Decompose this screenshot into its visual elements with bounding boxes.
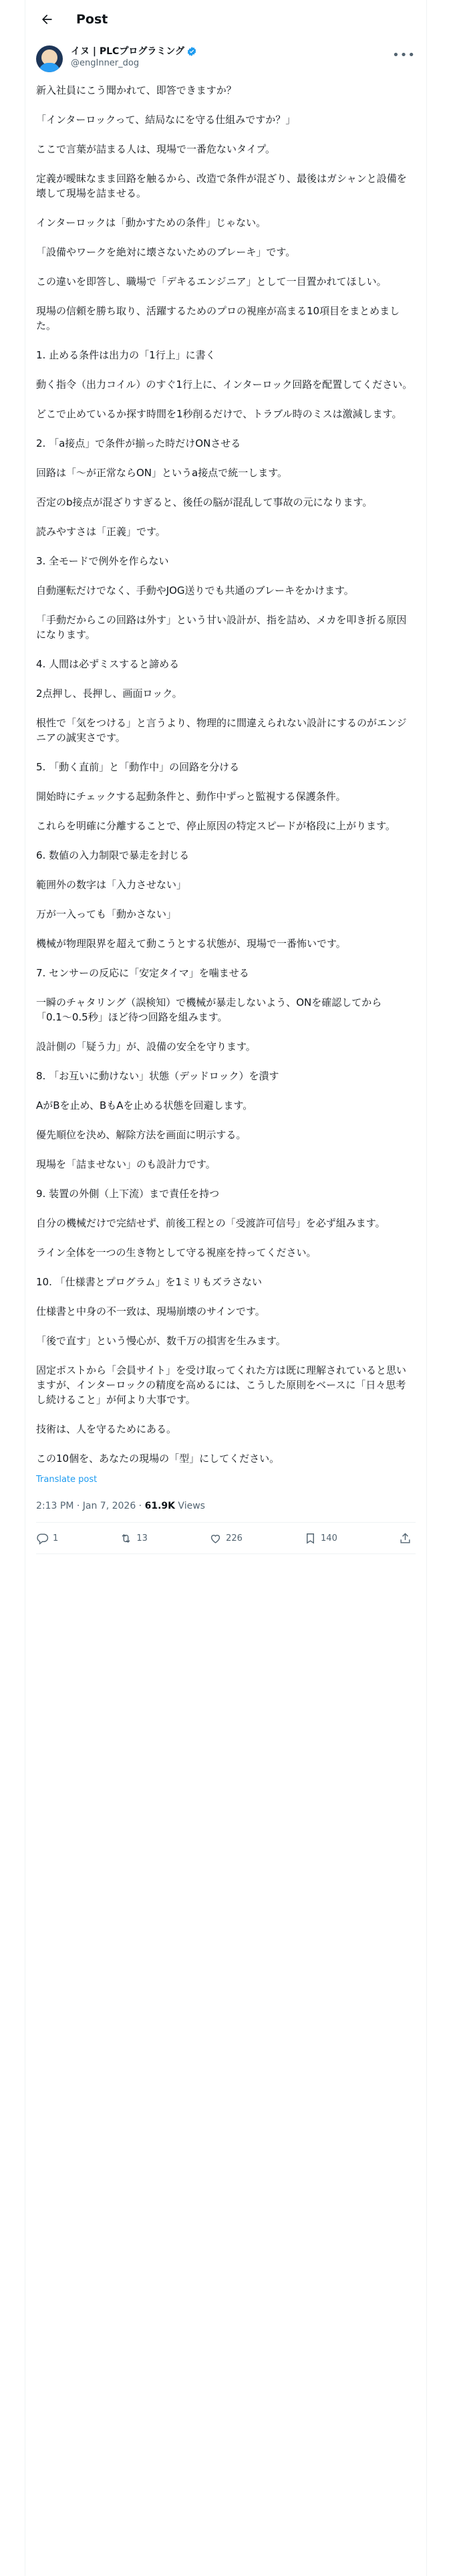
post-paragraph: 5. 「動く直前」と「動作中」の回路を分ける [36,761,240,773]
post-paragraph: 自動運転だけでなく、手動やJOG送りでも共通のブレーキをかけます。 [36,584,354,597]
share-icon [399,1532,412,1545]
reply-icon [36,1532,49,1545]
post-paragraph: この違いを即答し、職場で「デキるエンジニア」として一目置かれてほしい。 [36,276,387,288]
more-options-icon[interactable]: ••• [392,48,416,62]
post-paragraph: 3. 全モードで例外を作らない [36,555,169,567]
post-timestamp[interactable]: 2:13 PM · Jan 7, 2026 [36,1501,136,1511]
post-paragraph: 7. センサーの反応に「安定タイマ」を噛ませる [36,967,249,979]
post-paragraph: 範囲外の数字は「入力させない」 [36,879,187,891]
post-paragraph: 技術は、人を守るためにある。 [36,1423,177,1435]
reply-button[interactable] [36,1532,58,1545]
bookmark-icon [304,1532,317,1545]
author-info [71,45,197,70]
post-paragraph: 機械が物理限界を超えて動こうとする状態が、現場で一番怖いです。 [36,938,346,950]
like-button[interactable] [209,1532,243,1545]
post-paragraph: 開始時にチェックする起動条件と、動作中ずっと監視する保護条件。 [36,790,346,802]
post-paragraph: 定義が曖昧なまま回路を触るから、改造で条件が混ざり、最後はガシャンと設備を壊して現場を詰ませる。 [36,173,407,199]
author-name[interactable]: イヌ | PLCプログラミング [71,46,185,57]
author-handle[interactable]: @engInner_dog [71,58,140,68]
header [25,0,426,39]
post-paragraph: 否定のb接点が混ざりすぎると、後任の脳が混乱して事故の元になります。 [36,496,373,508]
share-button[interactable] [399,1532,416,1545]
post-paragraph: インターロックは「動かすための条件」じゃない。 [36,217,267,229]
repost-button[interactable] [120,1532,148,1545]
post-paragraph: ライン全体を一つの生き物として守る視座を持ってください。 [36,1247,317,1259]
post-paragraph: AがBを止め、BもAを止める状態を回避します。 [36,1099,253,1111]
page-title: Post [76,12,108,27]
post-paragraph: 8. 「お互いに動けない」状態（デッドロック）を潰す [36,1070,279,1082]
post-paragraph: 「手動だからこの回路は外す」という甘い設計が、指を詰め、メカを叩き折る原因になります。 [36,614,407,641]
post-paragraph: 一瞬のチャタリング（誤検知）で機械が暴走しないよう、ONを確認してから「0.1〜0.5秒」ほど待つ回路を組みます。 [36,996,382,1023]
post-paragraph: 根性で「気をつける」と言うより、物理的に間違えられない設計にするのがエンジニアの誠実さです。 [36,717,407,744]
post-paragraph: これらを明確に分離することで、停止原因の特定スピードが格段に上がります。 [36,820,396,832]
post-paragraph: 2点押し、長押し、画面ロック。 [36,687,182,700]
post-paragraph: 4. 人間は必ずミスすると諦める [36,658,180,670]
bookmark-count: 140 [321,1533,337,1543]
post-paragraphs [36,83,416,1466]
heart-icon [209,1532,222,1545]
action-bar [36,1522,416,1554]
post-paragraph: 6. 数値の入力制限で暴走を封じる [36,849,190,861]
post-meta: 2:13 PM · Jan 7, 2026 · 61.9K Views [36,1501,205,1511]
avatar[interactable] [36,45,63,72]
post-paragraph: 現場の信頼を勝ち取り、活躍するためのプロの視座が高まる10項目をまとめました。 [36,305,400,332]
reply-count: 1 [53,1533,59,1543]
post-paragraph: 2. 「a接点」で条件が揃った時だけONさせる [36,437,241,449]
views-count: 61.9K [144,1501,175,1511]
post-body [25,79,426,1513]
repost-icon [120,1532,132,1545]
post-paragraph: 回路は「〜が正常ならON」というa接点で統一します。 [36,467,288,479]
post-paragraph: 10. 「仕様書とプログラム」を1ミリもズラさない [36,1276,263,1288]
main-column [25,0,427,2576]
views-label: Views [174,1501,205,1511]
like-count: 226 [226,1533,243,1543]
post-paragraph: 「後で直す」という慢心が、数千万の損害を生みます。 [36,1335,286,1347]
post-paragraph: 仕様書と中身の不一致は、現場崩壊のサインです。 [36,1305,265,1317]
translate-post-link[interactable]: Translate post [36,1475,98,1485]
post-paragraph: 設計側の「疑う力」が、設備の安全を守ります。 [36,1041,256,1053]
post-paragraph: 万が一入っても「動かさない」 [36,908,177,920]
back-arrow-icon [40,13,53,26]
post-author [25,39,426,79]
post-paragraph: 読みやすさは「正義」です。 [36,526,166,538]
post-paragraph: 現場を「詰ませない」のも設計力です。 [36,1158,216,1170]
post-paragraph: 9. 装置の外側（上下流）まで責任を持つ [36,1188,220,1200]
post-paragraph: ここで言葉が詰まる人は、現場で一番危ないタイプ。 [36,143,276,155]
author-name-row [71,45,197,58]
post-paragraph: 新入社員にこう聞かれて、即答できますか？ [36,84,237,96]
post-paragraph: 「インターロックって、結局なにを守る仕組みですか？」 [36,114,296,126]
post-paragraph: 自分の機械だけで完結せず、前後工程との「受渡許可信号」を必ず組みます。 [36,1217,386,1229]
post-paragraph: 1. 止める条件は出力の「1行上」に書く [36,349,216,361]
verified-badge-icon [186,46,197,57]
back-button[interactable] [36,9,57,30]
post-paragraph: 「設備やワークを絶対に壊さないためのブレーキ」です。 [36,246,296,258]
post-paragraph: 優先順位を決め、解除方法を画面に明示する。 [36,1129,247,1141]
post-paragraph: この10個を、あなたの現場の「型」にしてください。 [36,1453,280,1465]
repost-count: 13 [136,1533,148,1543]
post-paragraph: 固定ポストから「会員サイト」を受け取ってくれた方は既に理解されていると思いますが、インターロックの精度を高めるには、こうした原則をベースに「日々思考し続けること」が何より大事です。 [36,1364,406,1406]
post-paragraph: 動く指令（出力コイル）のすぐ1行上に、インターロック回路を配置してください。 [36,379,413,391]
bookmark-button[interactable] [304,1532,337,1545]
post-paragraph: どこで止めているか探す時間を1秒削るだけで、トラブル時のミスは激減します。 [36,408,402,420]
